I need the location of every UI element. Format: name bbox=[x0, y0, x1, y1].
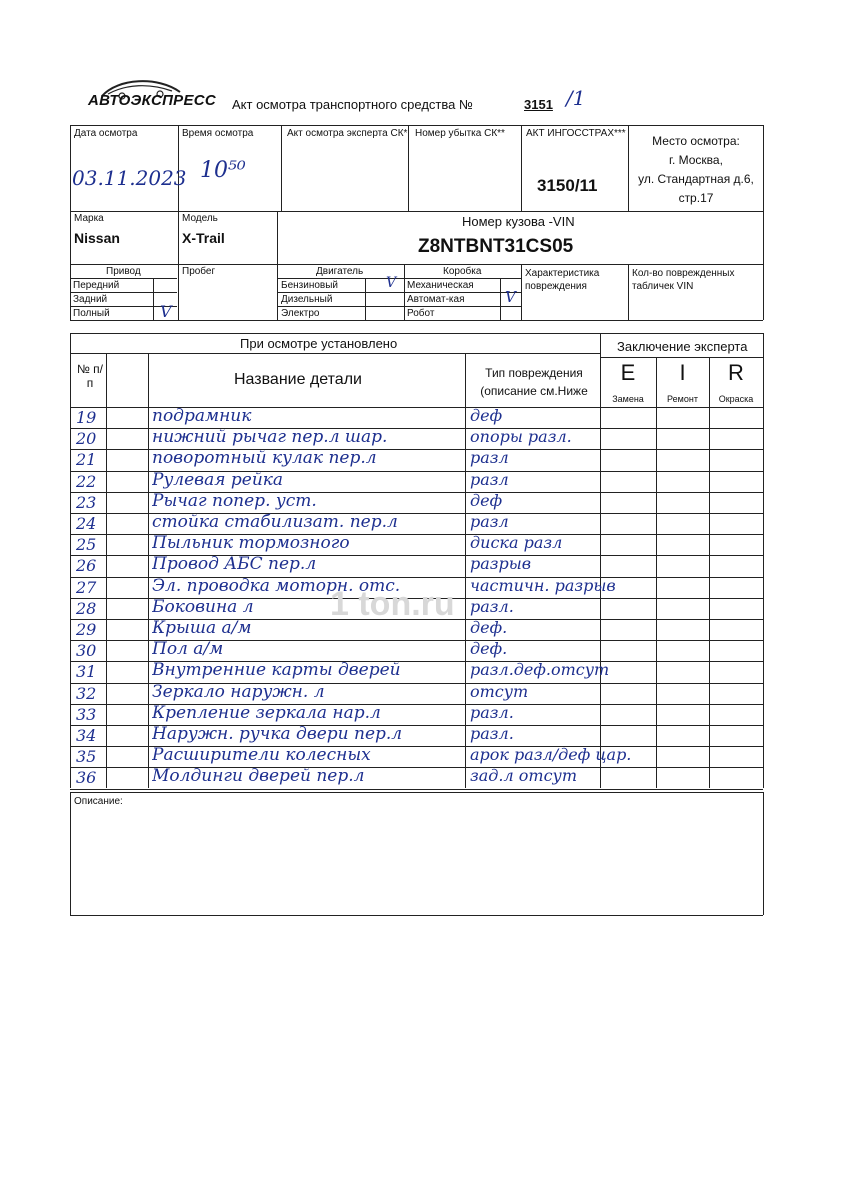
engine-diesel: Дизельный bbox=[281, 294, 333, 305]
description-label: Описание: bbox=[74, 796, 123, 807]
row-part-name: поворотный кулак пер.л bbox=[152, 448, 377, 469]
damage-char-label: Характеристика повреждения bbox=[525, 268, 600, 292]
logo-text: АВТОЭКСПРЕСС bbox=[88, 92, 217, 109]
place-line-2: ул. Стандартная д.6, bbox=[638, 172, 754, 186]
row-part-name: подрамник bbox=[152, 406, 252, 426]
vin-plates-label: Кол-во поврежденных табличек VIN bbox=[632, 268, 735, 292]
row-part-name: Наружн. ручка двери пер.л bbox=[152, 724, 403, 744]
row-number: 22 bbox=[76, 471, 97, 491]
part-name-label: Название детали bbox=[234, 371, 362, 388]
row-number: 21 bbox=[76, 450, 97, 470]
row-number: 30 bbox=[76, 641, 97, 661]
place-line-1: г. Москва, bbox=[669, 153, 723, 167]
gearbox-robot: Робот bbox=[407, 308, 435, 319]
act-suffix-handwritten: /1 bbox=[566, 86, 586, 110]
row-number: 31 bbox=[76, 662, 97, 682]
code-r: R bbox=[728, 360, 744, 385]
brand-value: Nissan bbox=[74, 230, 120, 246]
watermark: 1 ton.ru bbox=[330, 585, 455, 623]
row-part-name: нижний рычаг пер.л шар. bbox=[152, 427, 388, 448]
row-damage-type: разл bbox=[470, 512, 509, 531]
row-number: 33 bbox=[76, 704, 97, 724]
row-number: 32 bbox=[76, 683, 97, 703]
engine-petrol: Бензиновый bbox=[281, 280, 338, 291]
code-r-label: Окраска bbox=[718, 394, 754, 404]
row-damage-type: отсут bbox=[470, 681, 529, 701]
row-part-name: Рычаг попер. уст. bbox=[152, 490, 317, 511]
model-label: Модель bbox=[182, 213, 218, 224]
place-block bbox=[632, 132, 760, 208]
row-damage-type: зад.л отсут bbox=[470, 766, 577, 786]
row-part-name: Внутренние карты дверей bbox=[152, 660, 401, 681]
code-i-label: Ремонт bbox=[667, 394, 698, 404]
row-number: 25 bbox=[76, 535, 97, 555]
code-i: I bbox=[679, 360, 686, 385]
brand-label: Марка bbox=[74, 213, 104, 224]
row-damage-type: опоры разл. bbox=[470, 427, 572, 447]
row-part-name: Крыша а/м bbox=[152, 618, 252, 638]
gearbox-label: Коробка bbox=[443, 266, 482, 277]
code-e: E bbox=[620, 360, 636, 385]
time-label: Время осмотра bbox=[182, 128, 254, 139]
drive-all: Полный bbox=[73, 308, 110, 319]
row-number: 24 bbox=[76, 514, 97, 533]
mileage-label: Пробег bbox=[182, 266, 216, 277]
engine-petrol-check: V bbox=[386, 275, 397, 291]
row-damage-type: деф bbox=[470, 490, 503, 510]
engine-label: Двигатель bbox=[316, 266, 364, 277]
vin-label: Номер кузова -VIN bbox=[462, 214, 575, 229]
drive-front: Передний bbox=[73, 280, 120, 291]
row-part-name: Пол а/м bbox=[152, 639, 224, 660]
gearbox-auto-check: V bbox=[505, 288, 516, 306]
row-part-name: Крепление зеркала нар.л bbox=[152, 702, 381, 723]
row-part-name: стойка стабилизат. пер.л bbox=[152, 512, 398, 532]
row-number: 34 bbox=[76, 726, 97, 745]
row-part-name: Расширители колесных bbox=[152, 745, 371, 766]
row-damage-type: деф. bbox=[470, 618, 508, 637]
drive-rear: Задний bbox=[73, 294, 108, 305]
code-e-label: Замена bbox=[612, 394, 644, 404]
row-damage-type: частичн. разрыв bbox=[470, 575, 616, 595]
conclusion-label: Заключение эксперта bbox=[617, 339, 748, 354]
row-damage-type: разл bbox=[470, 469, 509, 489]
date-label: Дата осмотра bbox=[74, 128, 138, 139]
row-part-name: Зеркало наружн. л bbox=[152, 681, 325, 702]
row-number: 27 bbox=[76, 577, 97, 597]
ingos-label: АКТ ИНГОССТРАХ*** bbox=[526, 128, 626, 139]
place-label: Место осмотра: bbox=[652, 134, 740, 148]
row-part-name: Эл. проводка моторн. отс. bbox=[152, 575, 401, 596]
time-value: 10⁵⁰ bbox=[200, 158, 246, 183]
row-damage-type: деф bbox=[470, 406, 503, 425]
row-damage-type: разл bbox=[470, 448, 509, 468]
row-damage-type: разрыв bbox=[470, 554, 532, 574]
row-number: 35 bbox=[76, 747, 97, 767]
drive-all-check: V bbox=[160, 302, 172, 321]
gearbox-manual: Механическая bbox=[407, 280, 474, 291]
place-line-3: стр.17 bbox=[678, 191, 714, 205]
row-damage-type: арок разл/деф цар. bbox=[470, 745, 632, 765]
row-number: 36 bbox=[76, 768, 97, 788]
row-part-name: Рулевая рейка bbox=[152, 469, 284, 490]
num-label: № п/п bbox=[76, 362, 104, 390]
ingos-value: 3150/11 bbox=[537, 176, 598, 195]
damage-type-label: Тип повреждения (описание см.Ниже bbox=[480, 366, 588, 398]
model-value: X-Trail bbox=[182, 230, 225, 246]
act-title: Акт осмотра транспортного средства № bbox=[232, 97, 473, 112]
row-damage-type: разл. bbox=[470, 596, 514, 616]
row-number: 20 bbox=[76, 429, 97, 449]
row-number: 23 bbox=[76, 492, 97, 512]
row-damage-type: разл. bbox=[470, 724, 514, 743]
row-part-name: Пыльник тормозного bbox=[152, 533, 350, 554]
row-part-name: Провод АБС пер.л bbox=[152, 554, 317, 575]
row-number: 28 bbox=[76, 598, 97, 618]
engine-electric: Электро bbox=[281, 308, 320, 319]
row-number: 26 bbox=[76, 556, 97, 576]
row-damage-type: разл.деф.отсут bbox=[470, 660, 610, 680]
row-damage-type: деф. bbox=[470, 639, 508, 659]
date-value: 03.11.2023 bbox=[72, 166, 187, 190]
expert-act-label: Акт осмотра эксперта СК* bbox=[287, 128, 408, 139]
row-damage-type: диска разл bbox=[470, 533, 563, 553]
found-label: При осмотре установлено bbox=[240, 336, 398, 351]
row-part-name: Молдинги дверей пер.л bbox=[152, 766, 365, 787]
drive-label: Привод bbox=[106, 266, 141, 277]
row-number: 29 bbox=[76, 620, 97, 639]
row-part-name: Боковина л bbox=[152, 596, 254, 617]
loss-number-label: Номер убытка СК** bbox=[415, 128, 505, 139]
gearbox-auto: Автомат-кая bbox=[407, 294, 465, 305]
vin-value: Z8NTBNT31CS05 bbox=[418, 236, 574, 257]
row-damage-type: разл. bbox=[470, 702, 514, 722]
act-number: 3151 bbox=[524, 97, 553, 112]
row-number: 19 bbox=[76, 408, 97, 427]
